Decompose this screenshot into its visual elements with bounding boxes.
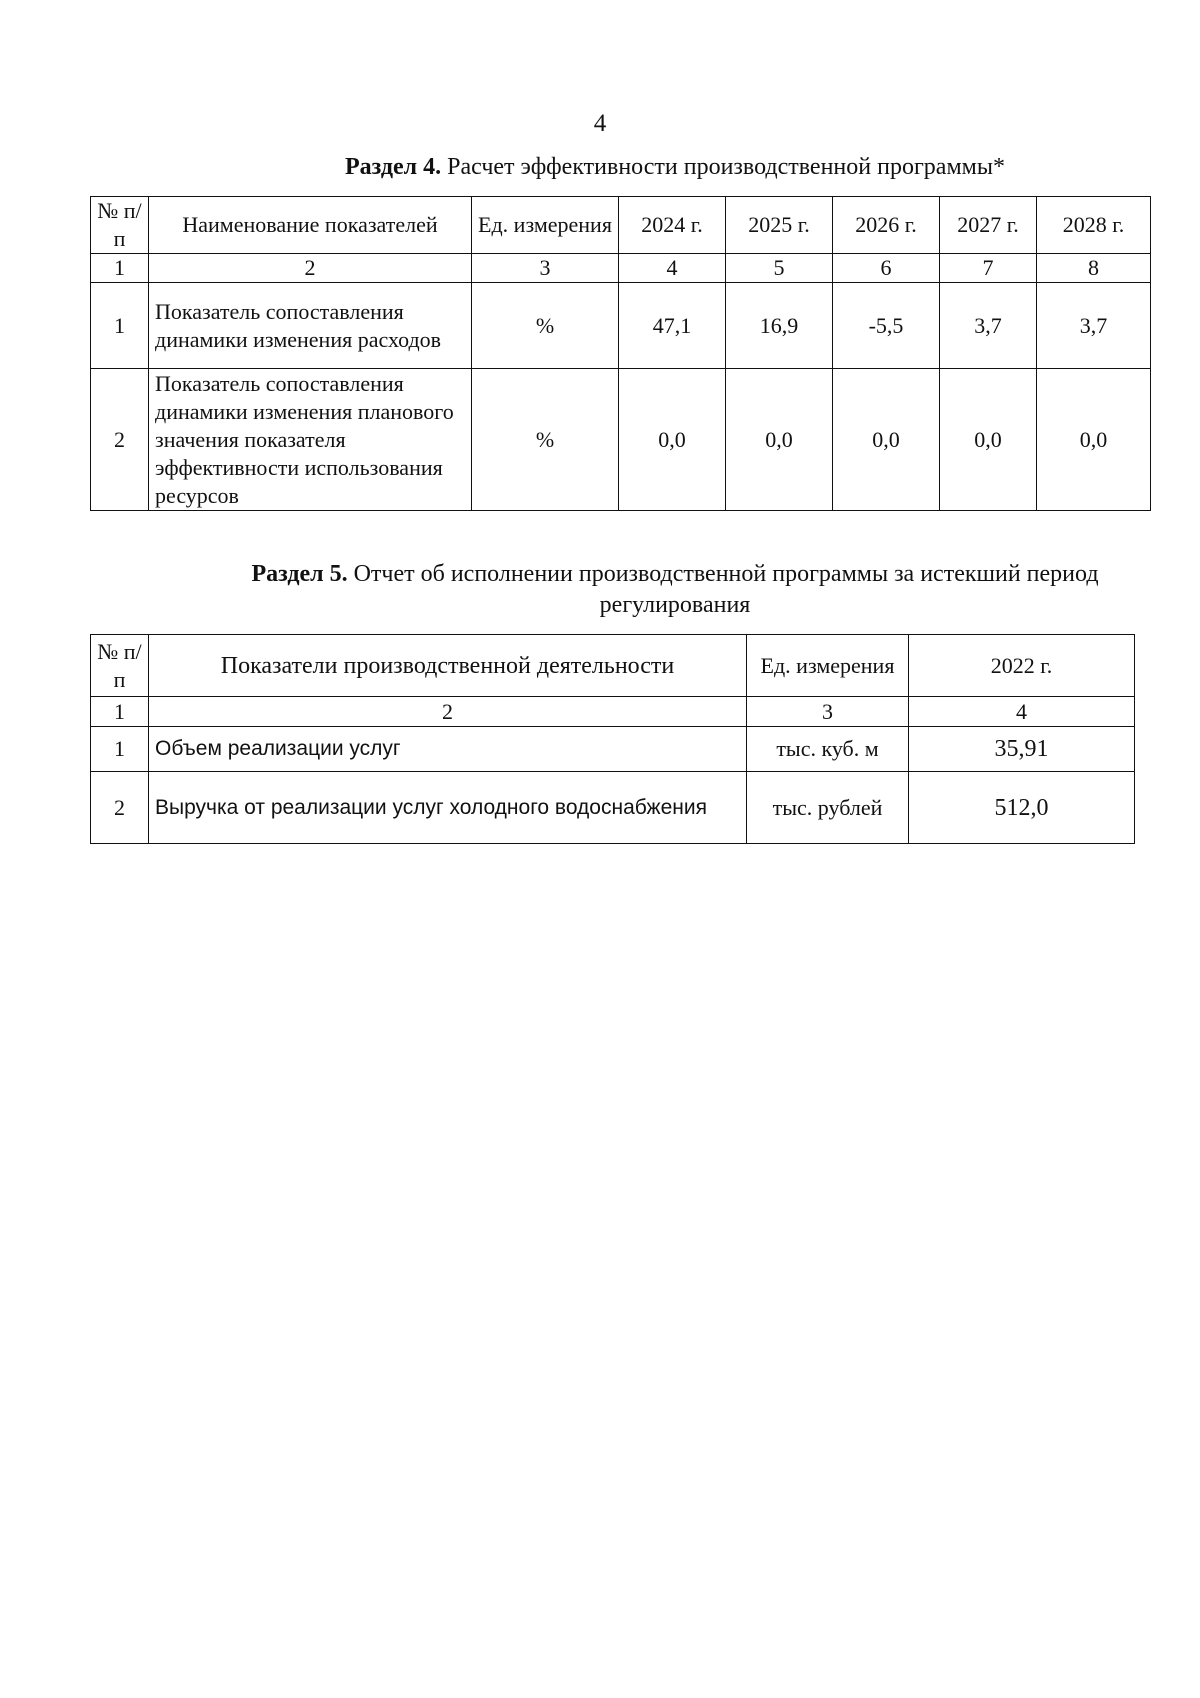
unit-cell: %	[472, 369, 619, 511]
column-number-row	[91, 697, 1135, 727]
section-4-title	[250, 152, 1100, 183]
value-cell: 16,9	[726, 283, 833, 369]
unit-cell: %	[472, 283, 619, 369]
header-cell: 2028 г.	[1037, 197, 1151, 254]
header-cell: 2027 г.	[940, 197, 1037, 254]
table-row	[91, 772, 1135, 844]
section-4-title-bold: Раздел 4.	[345, 154, 442, 180]
header-cell: 2022 г.	[909, 635, 1135, 697]
column-number-cell: 1	[91, 697, 149, 727]
value-cell: -5,5	[833, 283, 940, 369]
value-cell: 0,0	[940, 369, 1037, 511]
indicator-name: Выручка от реализации услуг холодного водоснабжения	[149, 772, 747, 844]
row-number: 1	[91, 283, 149, 369]
column-number-cell: 4	[909, 697, 1135, 727]
row-number: 2	[91, 369, 149, 511]
value-cell: 512,0	[909, 772, 1135, 844]
section-5-title	[210, 559, 1140, 621]
section-4-table	[90, 196, 1151, 511]
value-cell: 47,1	[619, 283, 726, 369]
column-number-cell: 8	[1037, 254, 1151, 283]
header-cell: Наименование показателей	[149, 197, 472, 254]
column-number-cell: 3	[747, 697, 909, 727]
unit-cell: тыс. куб. м	[747, 727, 909, 772]
value-cell: 0,0	[726, 369, 833, 511]
value-cell: 0,0	[1037, 369, 1151, 511]
header-cell: 2026 г.	[833, 197, 940, 254]
table-row	[91, 369, 1151, 511]
indicator-name: Показатель сопоставления динамики изменения расходов	[149, 283, 472, 369]
value-cell: 35,91	[909, 727, 1135, 772]
column-number-cell: 2	[149, 254, 472, 283]
table-row	[91, 283, 1151, 369]
section-5-title-bold: Раздел 5.	[251, 561, 348, 587]
header-cell: № п/п	[91, 635, 149, 697]
column-number-cell: 6	[833, 254, 940, 283]
table-row	[91, 727, 1135, 772]
value-cell: 3,7	[940, 283, 1037, 369]
section-4-title-text: Расчет эффективности производственной программы*	[441, 154, 1005, 180]
column-number-cell: 5	[726, 254, 833, 283]
indicator-name: Показатель сопоставления динамики изменения планового значения показателя эффективности использования ресурсов	[149, 369, 472, 511]
header-cell: 2024 г.	[619, 197, 726, 254]
table-header-row	[91, 197, 1151, 254]
header-cell: Ед. измерения	[472, 197, 619, 254]
row-number: 1	[91, 727, 149, 772]
header-cell: Показатели производственной деятельности	[149, 635, 747, 697]
column-number-cell: 2	[149, 697, 747, 727]
header-cell: Ед. измерения	[747, 635, 909, 697]
table-header-row	[91, 635, 1135, 697]
section-5-table	[90, 634, 1135, 844]
value-cell: 0,0	[833, 369, 940, 511]
column-number-cell: 4	[619, 254, 726, 283]
column-number-cell: 3	[472, 254, 619, 283]
row-number: 2	[91, 772, 149, 844]
value-cell: 3,7	[1037, 283, 1151, 369]
column-number-cell: 1	[91, 254, 149, 283]
header-cell: 2025 г.	[726, 197, 833, 254]
header-cell: № п/п	[91, 197, 149, 254]
column-number-row	[91, 254, 1151, 283]
indicator-name: Объем реализации услуг	[149, 727, 747, 772]
section-5-title-text: Отчет об исполнении производственной программы за истекший период регулирования	[347, 561, 1099, 618]
unit-cell: тыс. рублей	[747, 772, 909, 844]
page-number: 4	[593, 110, 607, 137]
value-cell: 0,0	[619, 369, 726, 511]
column-number-cell: 7	[940, 254, 1037, 283]
